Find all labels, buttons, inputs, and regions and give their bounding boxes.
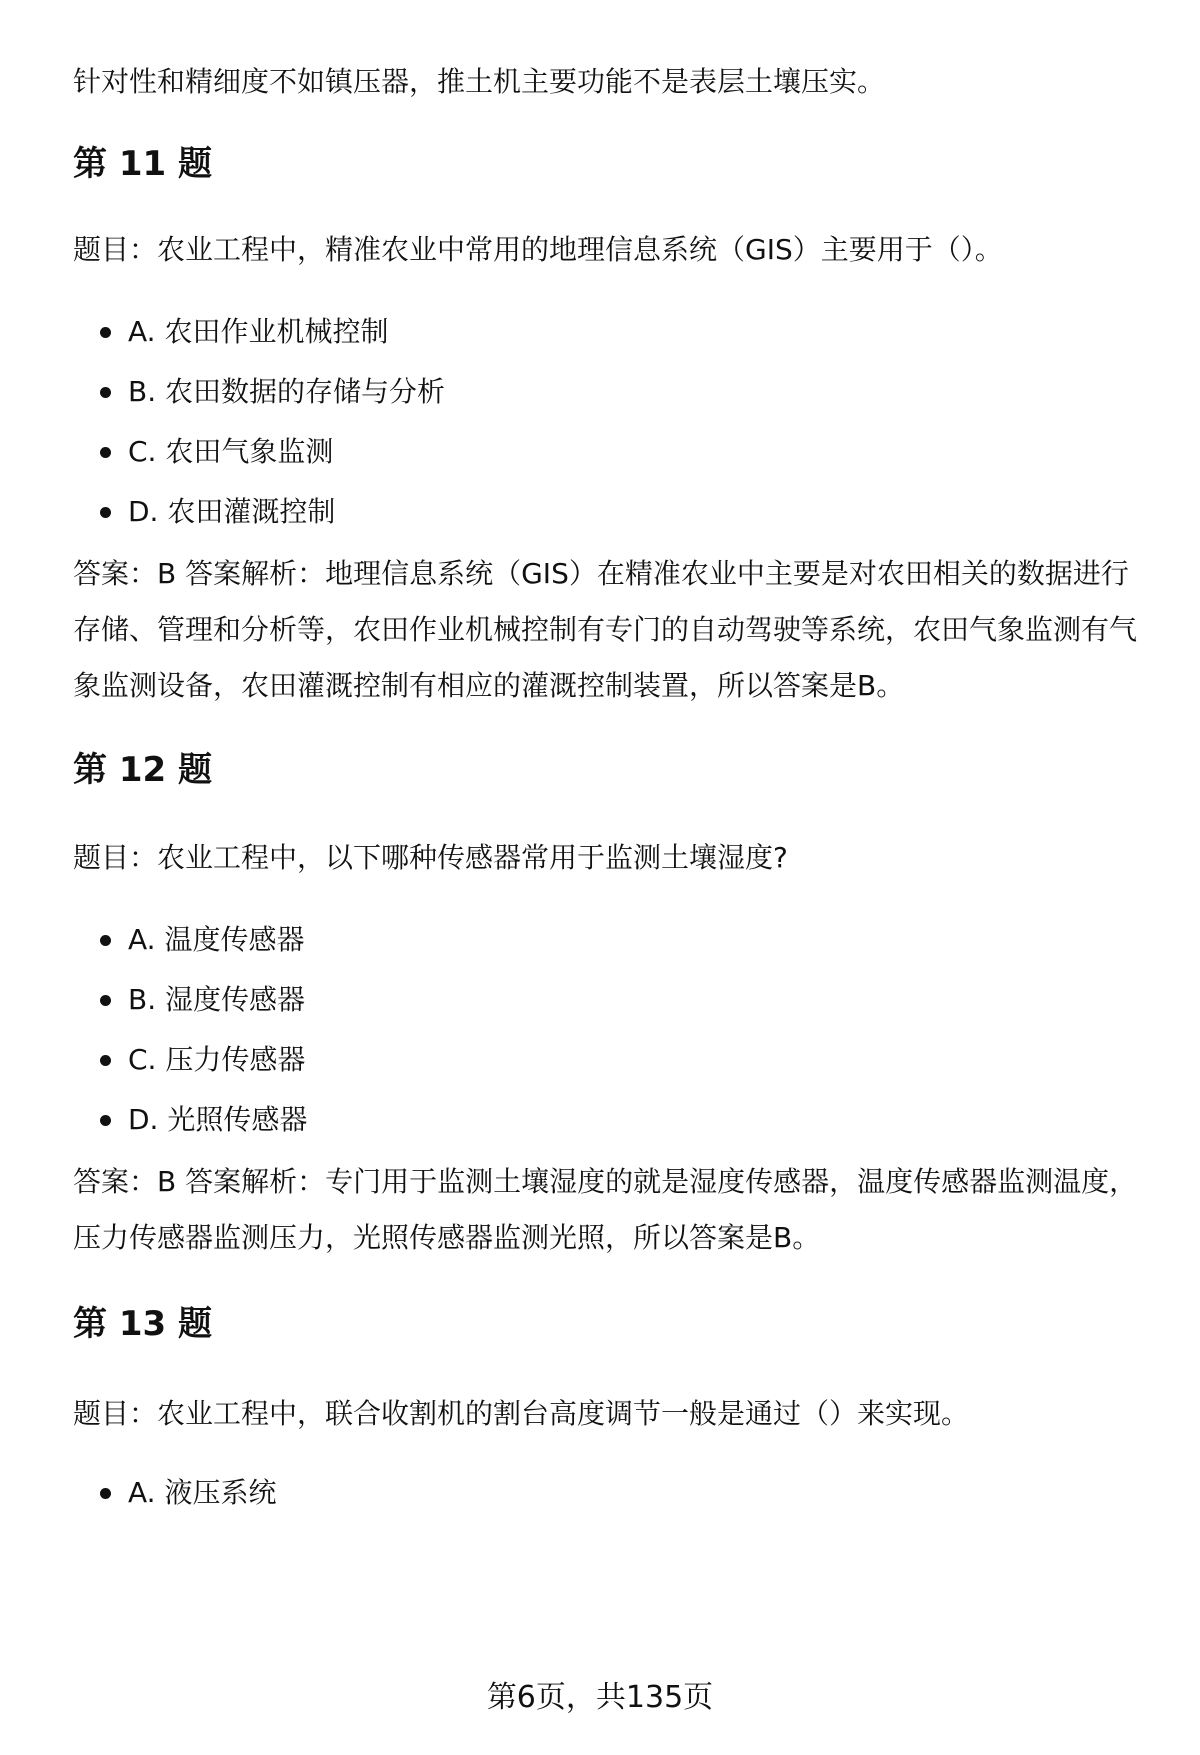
bullet-icon xyxy=(100,1055,111,1066)
question-13-options xyxy=(73,1463,1153,1523)
bullet-icon xyxy=(100,387,111,398)
option-item xyxy=(73,1463,1153,1523)
question-12-heading: 第 12 题 xyxy=(73,750,212,790)
option-label: B. 农田数据的存储与分析 xyxy=(128,375,446,408)
option-item xyxy=(73,1030,1153,1090)
option-item xyxy=(73,970,1153,1030)
option-label: A. 农田作业机械控制 xyxy=(128,315,389,348)
question-11-options xyxy=(73,302,1153,542)
option-item xyxy=(73,302,1153,362)
bullet-icon xyxy=(100,995,111,1006)
bullet-icon xyxy=(100,1488,111,1499)
option-label: A. 液压系统 xyxy=(128,1476,277,1509)
bullet-icon xyxy=(100,507,111,518)
question-11-heading: 第 11 题 xyxy=(73,144,212,184)
option-label: D. 光照传感器 xyxy=(128,1103,308,1136)
intro-paragraph: 针对性和精细度不如镇压器，推土机主要功能不是表层土壤压实。 xyxy=(73,65,886,98)
question-12-answer: 答案：B 答案解析：专门用于监测土壤湿度的就是湿度传感器，温度传感器监测温度，压力传感器监测压力，光照传感器监测光照，所以答案是B。 xyxy=(73,1165,1138,1254)
option-item xyxy=(73,422,1153,482)
option-label: A. 温度传感器 xyxy=(128,923,305,956)
bullet-icon xyxy=(100,935,111,946)
bullet-icon xyxy=(100,447,111,458)
page-footer: 第6页，共135页 xyxy=(486,1680,714,1715)
question-13-text: 题目：农业工程中，联合收割机的割台高度调节一般是通过（）来实现。 xyxy=(73,1397,970,1430)
option-item xyxy=(73,1090,1153,1150)
option-label: D. 农田灌溉控制 xyxy=(128,495,336,528)
question-12-text: 题目：农业工程中，以下哪种传感器常用于监测土壤湿度? xyxy=(73,841,788,874)
option-item xyxy=(73,482,1153,542)
question-11-text: 题目：农业工程中，精准农业中常用的地理信息系统（GIS）主要用于（）。 xyxy=(73,233,1003,266)
option-label: B. 湿度传感器 xyxy=(128,983,306,1016)
option-item xyxy=(73,910,1153,970)
bullet-icon xyxy=(100,1115,111,1126)
option-label: C. 农田气象监测 xyxy=(128,435,334,468)
question-12-options xyxy=(73,910,1153,1150)
option-label: C. 压力传感器 xyxy=(128,1043,306,1076)
bullet-icon xyxy=(100,327,111,338)
question-11-answer: 答案：B 答案解析：地理信息系统（GIS）在精准农业中主要是对农田相关的数据进行存储、管理和分析等，农田作业机械控制有专门的自动驾驶等系统，农田气象监测有气象监测设备，农田灌溉控制有相应的灌溉控制装置，所以答案是B。 xyxy=(73,557,1138,702)
question-13-heading: 第 13 题 xyxy=(73,1304,212,1344)
option-item xyxy=(73,362,1153,422)
